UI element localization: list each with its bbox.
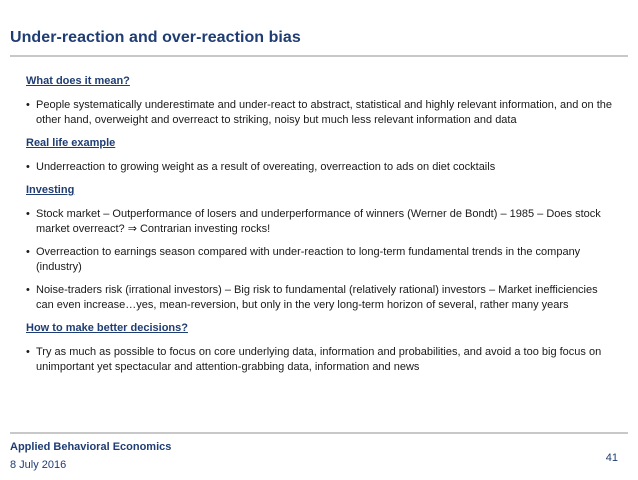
- bullet-item: [26, 245, 616, 275]
- section-better-decisions: [26, 321, 616, 375]
- section-investing: [26, 183, 616, 313]
- bullet-marker: •: [26, 99, 30, 111]
- bullet-text: People systematically underestimate and under-react to abstract, statistical and highly relevant information, and on the other hand, overweight and overreact to striking, noisy but much less relevant information and data: [36, 99, 612, 126]
- bullet-item: [26, 345, 616, 375]
- bullet-item: [26, 207, 616, 237]
- section-heading: What does it mean?: [26, 75, 130, 87]
- section-heading: How to make better decisions?: [26, 322, 188, 334]
- footer-title: Applied Behavioral Economics: [10, 441, 172, 453]
- title-divider: [10, 55, 628, 57]
- bullet-text: Stock market – Outperformance of losers and underperformance of winners (Werner de Bondt) – 1985 – Does stock market overreact? ⇒ Contrarian investing rocks!: [36, 208, 601, 235]
- footer-divider: [10, 432, 628, 434]
- bullet-marker: •: [26, 161, 30, 173]
- slide-title: Under-reaction and over-reaction bias: [10, 29, 301, 46]
- bullet-item: [26, 283, 616, 313]
- bullet-marker: •: [26, 246, 30, 258]
- footer-date: 8 July 2016: [10, 459, 67, 471]
- bullet-text: Try as much as possible to focus on core underlying data, information and probabilities, and avoid a too big focus on unimportant yet spectacular and attention-grabbing data, information and news: [36, 346, 602, 373]
- bullet-marker: •: [26, 284, 30, 296]
- bullet-text: Noise-traders risk (irrational investors) – Big risk to fundamental (relatively rational) investors – Market inefficiencies can even increase…yes, mean-reversion, but only in the very long-term horizon of several, rather many years: [36, 284, 598, 311]
- bullet-marker: •: [26, 346, 30, 358]
- section-what-does-it-mean: [26, 74, 616, 128]
- slide-body: [26, 74, 616, 383]
- bullet-text: Overreaction to earnings season compared with under-reaction to long-term fundamental trends in the company (industry): [36, 246, 581, 273]
- page-number: 41: [605, 452, 618, 464]
- section-real-life-example: [26, 136, 616, 175]
- section-heading: Investing: [26, 184, 75, 196]
- bullet-marker: •: [26, 208, 30, 220]
- bullet-item: [26, 98, 616, 128]
- section-heading: Real life example: [26, 137, 116, 149]
- bullet-item: [26, 160, 616, 175]
- bullet-text: Underreaction to growing weight as a result of overeating, overreaction to ads on diet cocktails: [36, 161, 496, 173]
